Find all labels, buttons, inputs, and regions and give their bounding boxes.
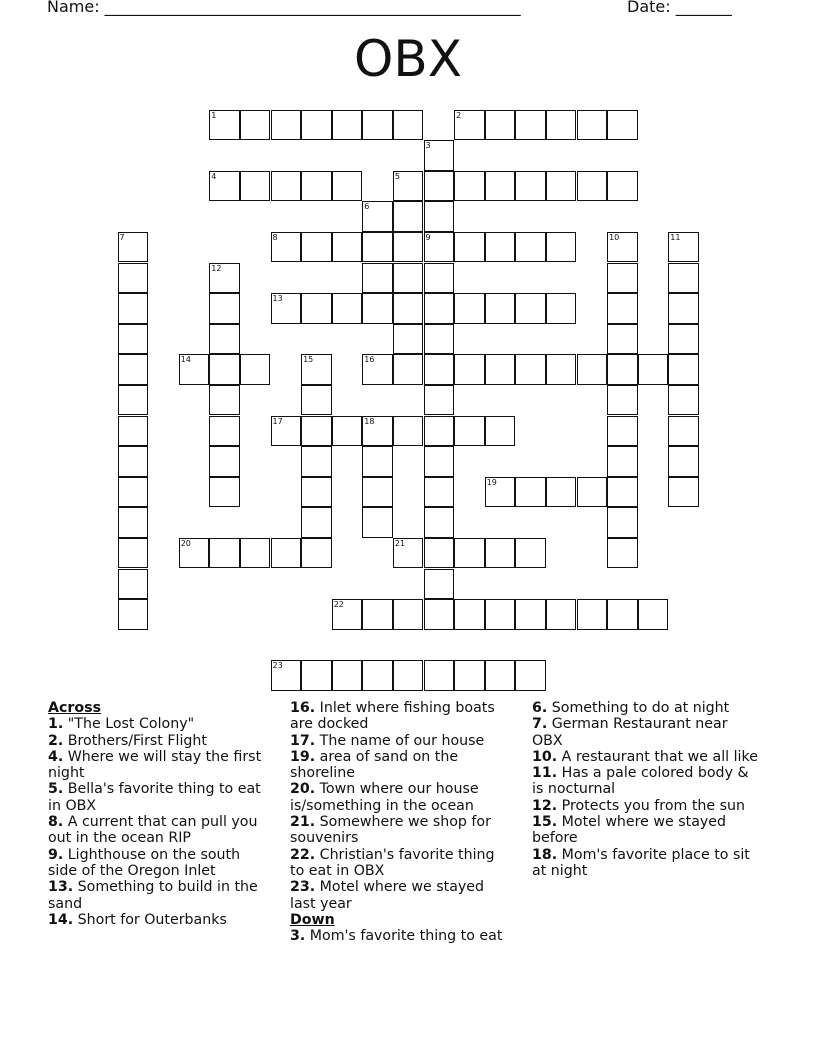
clue-item <box>290 733 512 749</box>
crossword-cell[interactable] <box>607 263 638 294</box>
crossword-cell[interactable] <box>209 416 240 447</box>
crossword-cell[interactable] <box>362 201 393 232</box>
crossword-cell[interactable] <box>424 324 455 355</box>
crossword-cell[interactable] <box>179 538 210 569</box>
crossword-cell[interactable] <box>515 538 546 569</box>
clue-number: 6 <box>364 202 370 212</box>
clue-number: 15 <box>303 355 314 365</box>
crossword-cell[interactable] <box>393 416 424 447</box>
crossword-cell[interactable] <box>454 232 485 263</box>
crossword-cell[interactable] <box>454 660 485 691</box>
across-heading: Across <box>48 700 102 716</box>
clue-text: Town where our house is/something in the ocean <box>290 781 479 814</box>
clue-item <box>290 879 512 912</box>
crossword-cell[interactable] <box>362 232 393 263</box>
crossword-cell[interactable] <box>454 599 485 630</box>
clue-item <box>48 912 270 928</box>
crossword-cell[interactable] <box>118 569 149 600</box>
clue-number: 13 <box>272 294 283 304</box>
crossword-cell[interactable] <box>301 232 332 263</box>
clue-item <box>532 814 762 847</box>
clue-item <box>48 716 270 732</box>
clue-item <box>290 928 512 944</box>
clue-item <box>48 781 270 814</box>
clue-text: Lighthouse on the south side of the Oregon Inlet <box>48 846 241 879</box>
crossword-cell[interactable] <box>118 232 149 263</box>
crossword-cell[interactable] <box>209 446 240 477</box>
crossword-cell[interactable] <box>271 293 302 324</box>
crossword-cell[interactable] <box>546 293 577 324</box>
clue-text: Christian's favorite thing to eat in OBX <box>290 846 495 879</box>
crossword-cell[interactable] <box>424 201 455 232</box>
clue-number: 11 <box>670 232 681 242</box>
clue-text: A current that can pull you out in the ocean RIP <box>48 814 258 847</box>
clue-item <box>290 814 512 847</box>
crossword-cell[interactable] <box>118 385 149 416</box>
crossword-cell[interactable] <box>607 507 638 538</box>
crossword-cell[interactable] <box>271 110 302 141</box>
crossword-cell[interactable] <box>577 477 608 508</box>
crossword-cell[interactable] <box>515 110 546 141</box>
crossword-cell[interactable] <box>118 263 149 294</box>
clue-num: 15. <box>532 814 558 831</box>
crossword-cell[interactable] <box>362 599 393 630</box>
crossword-cell[interactable] <box>515 477 546 508</box>
clue-num: 11. <box>532 765 558 782</box>
crossword-cell[interactable] <box>638 354 669 385</box>
clue-text: Where we will stay the first night <box>48 748 262 782</box>
clue-item <box>48 733 270 749</box>
crossword-cell[interactable] <box>424 477 455 508</box>
crossword-cell[interactable] <box>118 324 149 355</box>
crossword-cell[interactable] <box>607 477 638 508</box>
clue-item <box>532 716 762 749</box>
crossword-cell[interactable] <box>424 416 455 447</box>
crossword-cell[interactable] <box>393 293 424 324</box>
crossword-cell[interactable] <box>424 263 455 294</box>
crossword-cell[interactable] <box>607 354 638 385</box>
crossword-cell[interactable] <box>546 354 577 385</box>
crossword-cell[interactable] <box>332 171 363 202</box>
crossword-cell[interactable] <box>515 660 546 691</box>
crossword-cell[interactable] <box>362 477 393 508</box>
clue-item <box>532 847 762 880</box>
clue-num: 1. <box>48 716 64 733</box>
crossword-cell[interactable] <box>179 354 210 385</box>
crossword-cell[interactable] <box>668 293 699 324</box>
crossword-cell[interactable] <box>607 599 638 630</box>
clue-item <box>290 781 512 814</box>
crossword-cell[interactable] <box>668 324 699 355</box>
crossword-cell[interactable] <box>424 599 455 630</box>
crossword-cell[interactable] <box>668 477 699 508</box>
clue-item <box>48 749 270 782</box>
clue-number: 1 <box>211 110 217 120</box>
crossword-cell[interactable] <box>209 110 240 141</box>
crossword-cell[interactable] <box>301 477 332 508</box>
crossword-cell[interactable] <box>546 599 577 630</box>
clue-number: 23 <box>272 661 283 671</box>
crossword-cell[interactable] <box>332 293 363 324</box>
crossword-cell[interactable] <box>607 232 638 263</box>
crossword-cell[interactable] <box>485 232 516 263</box>
clue-text: Has a pale colored body & is nocturnal <box>532 765 749 798</box>
clue-text: Motel where we stayed before <box>532 814 727 847</box>
clue-number: 20 <box>180 538 191 548</box>
crossword-cell[interactable] <box>577 599 608 630</box>
crossword-cell[interactable] <box>424 446 455 477</box>
crossword-cell[interactable] <box>607 385 638 416</box>
crossword-cell[interactable] <box>546 232 577 263</box>
clue-text: Inlet where fishing boats are docked <box>290 700 495 733</box>
crossword-cell[interactable] <box>485 477 516 508</box>
clue-number: 21 <box>394 538 406 548</box>
crossword-cell[interactable] <box>424 293 455 324</box>
clue-num: 5. <box>48 781 64 798</box>
clue-num: 7. <box>532 716 548 733</box>
clue-num: 10. <box>532 748 558 765</box>
crossword-cell[interactable] <box>454 171 485 202</box>
crossword-cell[interactable] <box>362 263 393 294</box>
clue-num: 18. <box>532 846 558 863</box>
crossword-cell[interactable] <box>485 354 516 385</box>
clue-number: 2 <box>456 110 462 120</box>
crossword-cell[interactable] <box>301 538 332 569</box>
crossword-cell[interactable] <box>607 171 638 202</box>
clue-number: 5 <box>394 171 400 181</box>
clue-text: Mom's favorite place to sit at night <box>532 846 750 879</box>
crossword-cell[interactable] <box>424 507 455 538</box>
crossword-cell[interactable] <box>577 354 608 385</box>
clue-text: The name of our house <box>319 732 485 749</box>
clue-item <box>532 700 762 716</box>
crossword-cell[interactable] <box>668 446 699 477</box>
crossword-cell[interactable] <box>209 171 240 202</box>
crossword-cell[interactable] <box>668 385 699 416</box>
clue-num: 13. <box>48 879 74 896</box>
crossword-cell[interactable] <box>485 599 516 630</box>
clue-item <box>532 765 762 798</box>
page-title: OBX <box>354 30 462 88</box>
clue-text: A restaurant that we all like <box>561 748 758 765</box>
name-field[interactable]: Name: ____________________________________________________ <box>47 0 521 16</box>
crossword-cell[interactable] <box>118 354 149 385</box>
clue-num: 12. <box>532 797 558 814</box>
crossword-cell[interactable] <box>515 599 546 630</box>
crossword-cell[interactable] <box>546 171 577 202</box>
crossword-cell[interactable] <box>515 232 546 263</box>
crossword-cell[interactable] <box>454 110 485 141</box>
crossword-cell[interactable] <box>485 110 516 141</box>
crossword-cell[interactable] <box>301 110 332 141</box>
crossword-cell[interactable] <box>393 110 424 141</box>
clue-num: 19. <box>290 748 316 765</box>
down-heading: Down <box>290 911 335 928</box>
crossword-cell[interactable] <box>209 293 240 324</box>
crossword-cell[interactable] <box>118 507 149 538</box>
clue-num: 17. <box>290 732 316 749</box>
clue-num: 20. <box>290 781 316 798</box>
crossword-cell[interactable] <box>393 171 424 202</box>
crossword-cell[interactable] <box>424 354 455 385</box>
crossword-cell[interactable] <box>209 477 240 508</box>
crossword-cell[interactable] <box>546 477 577 508</box>
crossword-cell[interactable] <box>638 599 669 630</box>
clue-text: Bella's favorite thing to eat in OBX <box>48 781 261 814</box>
crossword-cell[interactable] <box>301 660 332 691</box>
crossword-cell[interactable] <box>362 293 393 324</box>
clue-num: 16. <box>290 700 316 716</box>
clue-text: Somewhere we shop for souvenirs <box>290 814 491 847</box>
crossword-cell[interactable] <box>332 660 363 691</box>
clue-item <box>48 847 270 880</box>
crossword-cell[interactable] <box>485 660 516 691</box>
crossword-cell[interactable] <box>301 171 332 202</box>
crossword-cell[interactable] <box>668 354 699 385</box>
crossword-cell[interactable] <box>301 385 332 416</box>
crossword-cell[interactable] <box>485 538 516 569</box>
clue-text: area of sand on the shoreline <box>290 748 459 782</box>
crossword-cell[interactable] <box>577 171 608 202</box>
crossword-cell[interactable] <box>454 416 485 447</box>
crossword-cell[interactable] <box>301 507 332 538</box>
clue-number: 18 <box>364 416 375 426</box>
crossword-cell[interactable] <box>515 171 546 202</box>
clue-text: Mom's favorite thing to eat <box>309 928 503 945</box>
clue-num: 9. <box>48 846 64 863</box>
clue-number: 3 <box>425 141 431 151</box>
crossword-cell[interactable] <box>301 293 332 324</box>
clue-num: 23. <box>290 879 316 896</box>
clue-number: 17 <box>272 416 283 426</box>
crossword-cell[interactable] <box>362 660 393 691</box>
clue-item <box>532 749 762 765</box>
crossword-cell[interactable] <box>118 446 149 477</box>
clue-num: 14. <box>48 911 74 928</box>
crossword-cell[interactable] <box>393 599 424 630</box>
crossword-cell[interactable] <box>362 446 393 477</box>
crossword-cell[interactable] <box>424 385 455 416</box>
clue-number: 4 <box>211 171 217 181</box>
clue-number: 8 <box>272 232 278 242</box>
crossword-cell[interactable] <box>424 538 455 569</box>
crossword-cell[interactable] <box>362 416 393 447</box>
clue-number: 14 <box>180 355 191 365</box>
crossword-cell[interactable] <box>240 354 271 385</box>
crossword-cell[interactable] <box>240 171 271 202</box>
crossword-cell[interactable] <box>607 538 638 569</box>
clue-number: 16 <box>364 355 375 365</box>
date-field[interactable]: Date: _______ <box>627 0 732 16</box>
clue-num: 8. <box>48 814 64 831</box>
crossword-cell[interactable] <box>485 171 516 202</box>
crossword-cell[interactable] <box>485 416 516 447</box>
crossword-cell[interactable] <box>118 293 149 324</box>
crossword-cell[interactable] <box>393 201 424 232</box>
clue-number: 12 <box>211 263 222 273</box>
crossword-cell[interactable] <box>332 416 363 447</box>
clue-item <box>290 847 512 880</box>
clue-number: 9 <box>425 232 431 242</box>
crossword-cell[interactable] <box>668 416 699 447</box>
clue-num: 21. <box>290 814 316 831</box>
crossword-cell[interactable] <box>209 385 240 416</box>
clue-item <box>532 798 762 814</box>
crossword-cell[interactable] <box>454 293 485 324</box>
crossword-cell[interactable] <box>424 171 455 202</box>
crossword-cell[interactable] <box>362 354 393 385</box>
crossword-cell[interactable] <box>301 416 332 447</box>
crossword-cell[interactable] <box>301 446 332 477</box>
crossword-cell[interactable] <box>362 110 393 141</box>
clue-item <box>48 879 270 912</box>
crossword-cell[interactable] <box>332 232 363 263</box>
clue-text: Brothers/First Flight <box>67 732 207 749</box>
crossword-cell[interactable] <box>393 324 424 355</box>
crossword-cell[interactable] <box>332 110 363 141</box>
crossword-cell[interactable] <box>393 354 424 385</box>
crossword-cell[interactable] <box>209 538 240 569</box>
crossword-cell[interactable] <box>209 354 240 385</box>
crossword-cell[interactable] <box>118 538 149 569</box>
crossword-cell[interactable] <box>424 660 455 691</box>
crossword-cell[interactable] <box>240 110 271 141</box>
crossword-cell[interactable] <box>271 660 302 691</box>
clue-num: 22. <box>290 846 316 863</box>
clue-text: Something to build in the sand <box>48 879 258 912</box>
crossword-cell[interactable] <box>240 538 271 569</box>
crossword-cell[interactable] <box>454 354 485 385</box>
crossword-cell[interactable] <box>301 354 332 385</box>
crossword-cell[interactable] <box>362 507 393 538</box>
crossword-cell[interactable] <box>209 324 240 355</box>
crossword-cell[interactable] <box>607 446 638 477</box>
clue-column-2 <box>290 700 512 944</box>
crossword-cell[interactable] <box>393 660 424 691</box>
crossword-cell[interactable] <box>668 263 699 294</box>
clue-text: German Restaurant near OBX <box>532 716 728 749</box>
clue-text: Something to do at night <box>551 700 730 716</box>
clue-num: 4. <box>48 748 64 765</box>
crossword-cell[interactable] <box>424 232 455 263</box>
crossword-cell[interactable] <box>271 232 302 263</box>
crossword-cell[interactable] <box>271 538 302 569</box>
clue-text: Motel where we stayed last year <box>290 879 485 912</box>
clue-item <box>290 700 512 733</box>
clue-text: Short for Outerbanks <box>77 911 227 928</box>
clue-item <box>290 749 512 782</box>
crossword-cell[interactable] <box>209 263 240 294</box>
crossword-cell[interactable] <box>668 232 699 263</box>
clue-column-1 <box>48 700 270 928</box>
crossword-cell[interactable] <box>424 569 455 600</box>
clue-text: Protects you from the sun <box>561 797 745 814</box>
crossword-cell[interactable] <box>332 599 363 630</box>
crossword-cell[interactable] <box>607 293 638 324</box>
crossword-cell[interactable] <box>118 416 149 447</box>
crossword-cell[interactable] <box>546 110 577 141</box>
clue-num: 2. <box>48 732 64 749</box>
crossword-cell[interactable] <box>515 354 546 385</box>
clue-column-3 <box>532 700 762 879</box>
crossword-cell[interactable] <box>271 171 302 202</box>
crossword-cell[interactable] <box>607 324 638 355</box>
crossword-cell[interactable] <box>393 232 424 263</box>
clue-number: 7 <box>119 232 125 242</box>
crossword-cell[interactable] <box>424 140 455 171</box>
crossword-cell[interactable] <box>607 416 638 447</box>
crossword-cell[interactable] <box>607 110 638 141</box>
crossword-cell[interactable] <box>515 293 546 324</box>
crossword-cell[interactable] <box>485 293 516 324</box>
clue-text: "The Lost Colony" <box>67 716 195 733</box>
crossword-cell[interactable] <box>118 477 149 508</box>
crossword-cell[interactable] <box>271 416 302 447</box>
clue-num: 6. <box>532 700 548 716</box>
crossword-cell[interactable] <box>577 110 608 141</box>
clue-item <box>48 814 270 847</box>
crossword-cell[interactable] <box>393 538 424 569</box>
crossword-cell[interactable] <box>393 263 424 294</box>
clue-number: 19 <box>486 477 497 487</box>
clue-number: 10 <box>609 232 620 242</box>
crossword-cell[interactable] <box>118 599 149 630</box>
clue-number: 22 <box>333 600 344 610</box>
crossword-cell[interactable] <box>454 538 485 569</box>
clue-num: 3. <box>290 928 306 945</box>
